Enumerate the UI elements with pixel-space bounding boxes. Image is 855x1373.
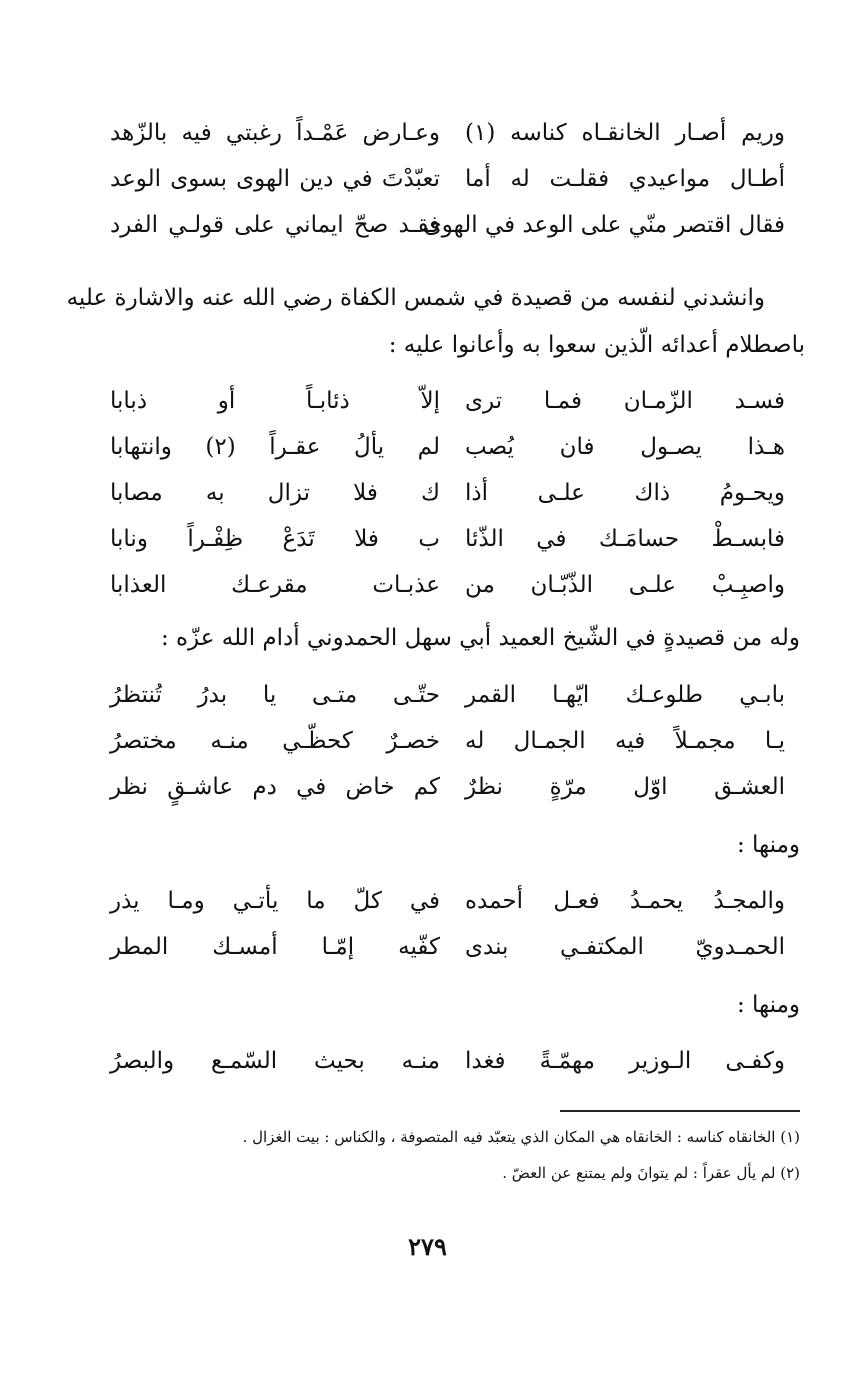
page-number: ٢٧٩: [408, 1232, 447, 1261]
verse-line: [0, 424, 855, 470]
verse-second-hemistich: خصـرٌ كحظّـي منـه مختصرُ: [110, 728, 440, 754]
verse-second-hemistich: كفّيه إمّـا أمسـك المطر: [110, 934, 440, 960]
verse-first-hemistich: فسـد الزّمـان فمـا ترى: [465, 388, 785, 414]
verse-first-hemistich: والمجـدُ يحمـدُ فعـل أحمده: [465, 888, 785, 914]
verse-line: [0, 924, 855, 970]
stanza-4: [0, 878, 855, 970]
footnote-2: (٢) لم يأل عقراً : لم يتوانَ ولم يمتنع عن العضّ .: [502, 1164, 800, 1182]
verse-line: [0, 156, 855, 202]
footnote-divider: [560, 1110, 800, 1112]
verse-line: [0, 202, 855, 248]
verse-second-hemistich: في كلّ ما يأتـي ومـا يذر: [110, 888, 440, 914]
verse-first-hemistich: ويحـومُ ذاك علـى أذا: [465, 480, 785, 506]
verse-second-hemistich: ب فلا تَدَعْ ظِفْـراً ونابا: [110, 526, 440, 552]
stanza-1: [0, 110, 855, 248]
intro-paragraph-line-2: باصطلام أعدائه الّذين سعوا به وأعانوا عليه :: [388, 332, 805, 358]
section-label-minha: ومنها :: [736, 992, 800, 1018]
verse-first-hemistich: هـذا يصـول فان يُصب: [465, 434, 785, 460]
verse-first-hemistich: العشـق اوّل مرّةٍ نظرٌ: [465, 774, 785, 800]
verse-first-hemistich: فابسـطْ حسامَـك في الذّئا: [465, 526, 785, 552]
verse-line: [0, 718, 855, 764]
verse-first-hemistich: يـا مجمـلاً فيه الجمـال له: [465, 728, 785, 754]
footnote-1: (١) الخانقاه كناسه : الخانقاه هي المكان الذي يتعبّد فيه المتصوفة ، والكناس : بيت الغزال .: [242, 1128, 800, 1146]
verse-first-hemistich: فقال اقتصر منّي على الوعد في الهوى: [423, 212, 785, 238]
stanza-3: [0, 672, 855, 810]
verse-line: [0, 1038, 855, 1084]
intro-line-3: وله من قصيدةٍ في الشّيخ العميد أبي سهل الحمدوني أدام الله عزّه :: [160, 625, 800, 651]
verse-second-hemistich: كم خاض في دم عاشـقٍ نظر: [110, 774, 440, 800]
intro-paragraph-line-1: وانشدني لنفسه من قصيدة في شمس الكفاة رضي الله عنه والاشارة عليه: [66, 285, 765, 311]
verse-second-hemistich: وعـارض عَمْـداً رغبتي فيه بالزّهد: [110, 120, 440, 146]
stanza-5: [0, 1038, 855, 1084]
verse-second-hemistich: إلاّ ذئابـاً أو ذبابا: [110, 388, 440, 414]
verse-first-hemistich: أطـال مواعيدي فقلـت له أما: [465, 166, 785, 192]
verse-second-hemistich: تعبّدْتَ في دين الهوى بسوى الوعد: [110, 166, 440, 192]
verse-first-hemistich: بابـي طلوعـك ايّهـا القمر: [465, 682, 785, 708]
verse-first-hemistich: الحمـدويّ المكتفـي بندى: [465, 934, 785, 960]
verse-second-hemistich: منـه بحيث السّمـع والبصرُ: [110, 1048, 440, 1074]
section-label-minha: ومنها :: [736, 832, 800, 858]
verse-first-hemistich: واصبِـبْ علـى الذّبّـان من: [465, 572, 785, 598]
verse-line: [0, 764, 855, 810]
stanza-2: [0, 378, 855, 608]
verse-first-hemistich: وريم أصـار الخانقـاه كناسه (١): [465, 120, 785, 146]
verse-first-hemistich: وكفـى الـوزير مهمّـةً فغدا: [465, 1048, 785, 1074]
verse-line: [0, 878, 855, 924]
verse-line: [0, 672, 855, 718]
verse-second-hemistich: عذبـات مقرعـك العذابا: [110, 572, 440, 598]
verse-second-hemistich: ك فلا تزال به مصابا: [110, 480, 440, 506]
verse-second-hemistich: فقـد صحّ ايماني على قولـي الفرد: [110, 212, 440, 238]
verse-line: [0, 470, 855, 516]
verse-second-hemistich: حتّـى متـى يا بدرُ تُنتظرُ: [110, 682, 440, 708]
verse-line: [0, 516, 855, 562]
verse-second-hemistich: لم يألُ عقـراً (٢) وانتهابا: [110, 434, 440, 460]
verse-line: [0, 562, 855, 608]
verse-line: [0, 110, 855, 156]
verse-line: [0, 378, 855, 424]
